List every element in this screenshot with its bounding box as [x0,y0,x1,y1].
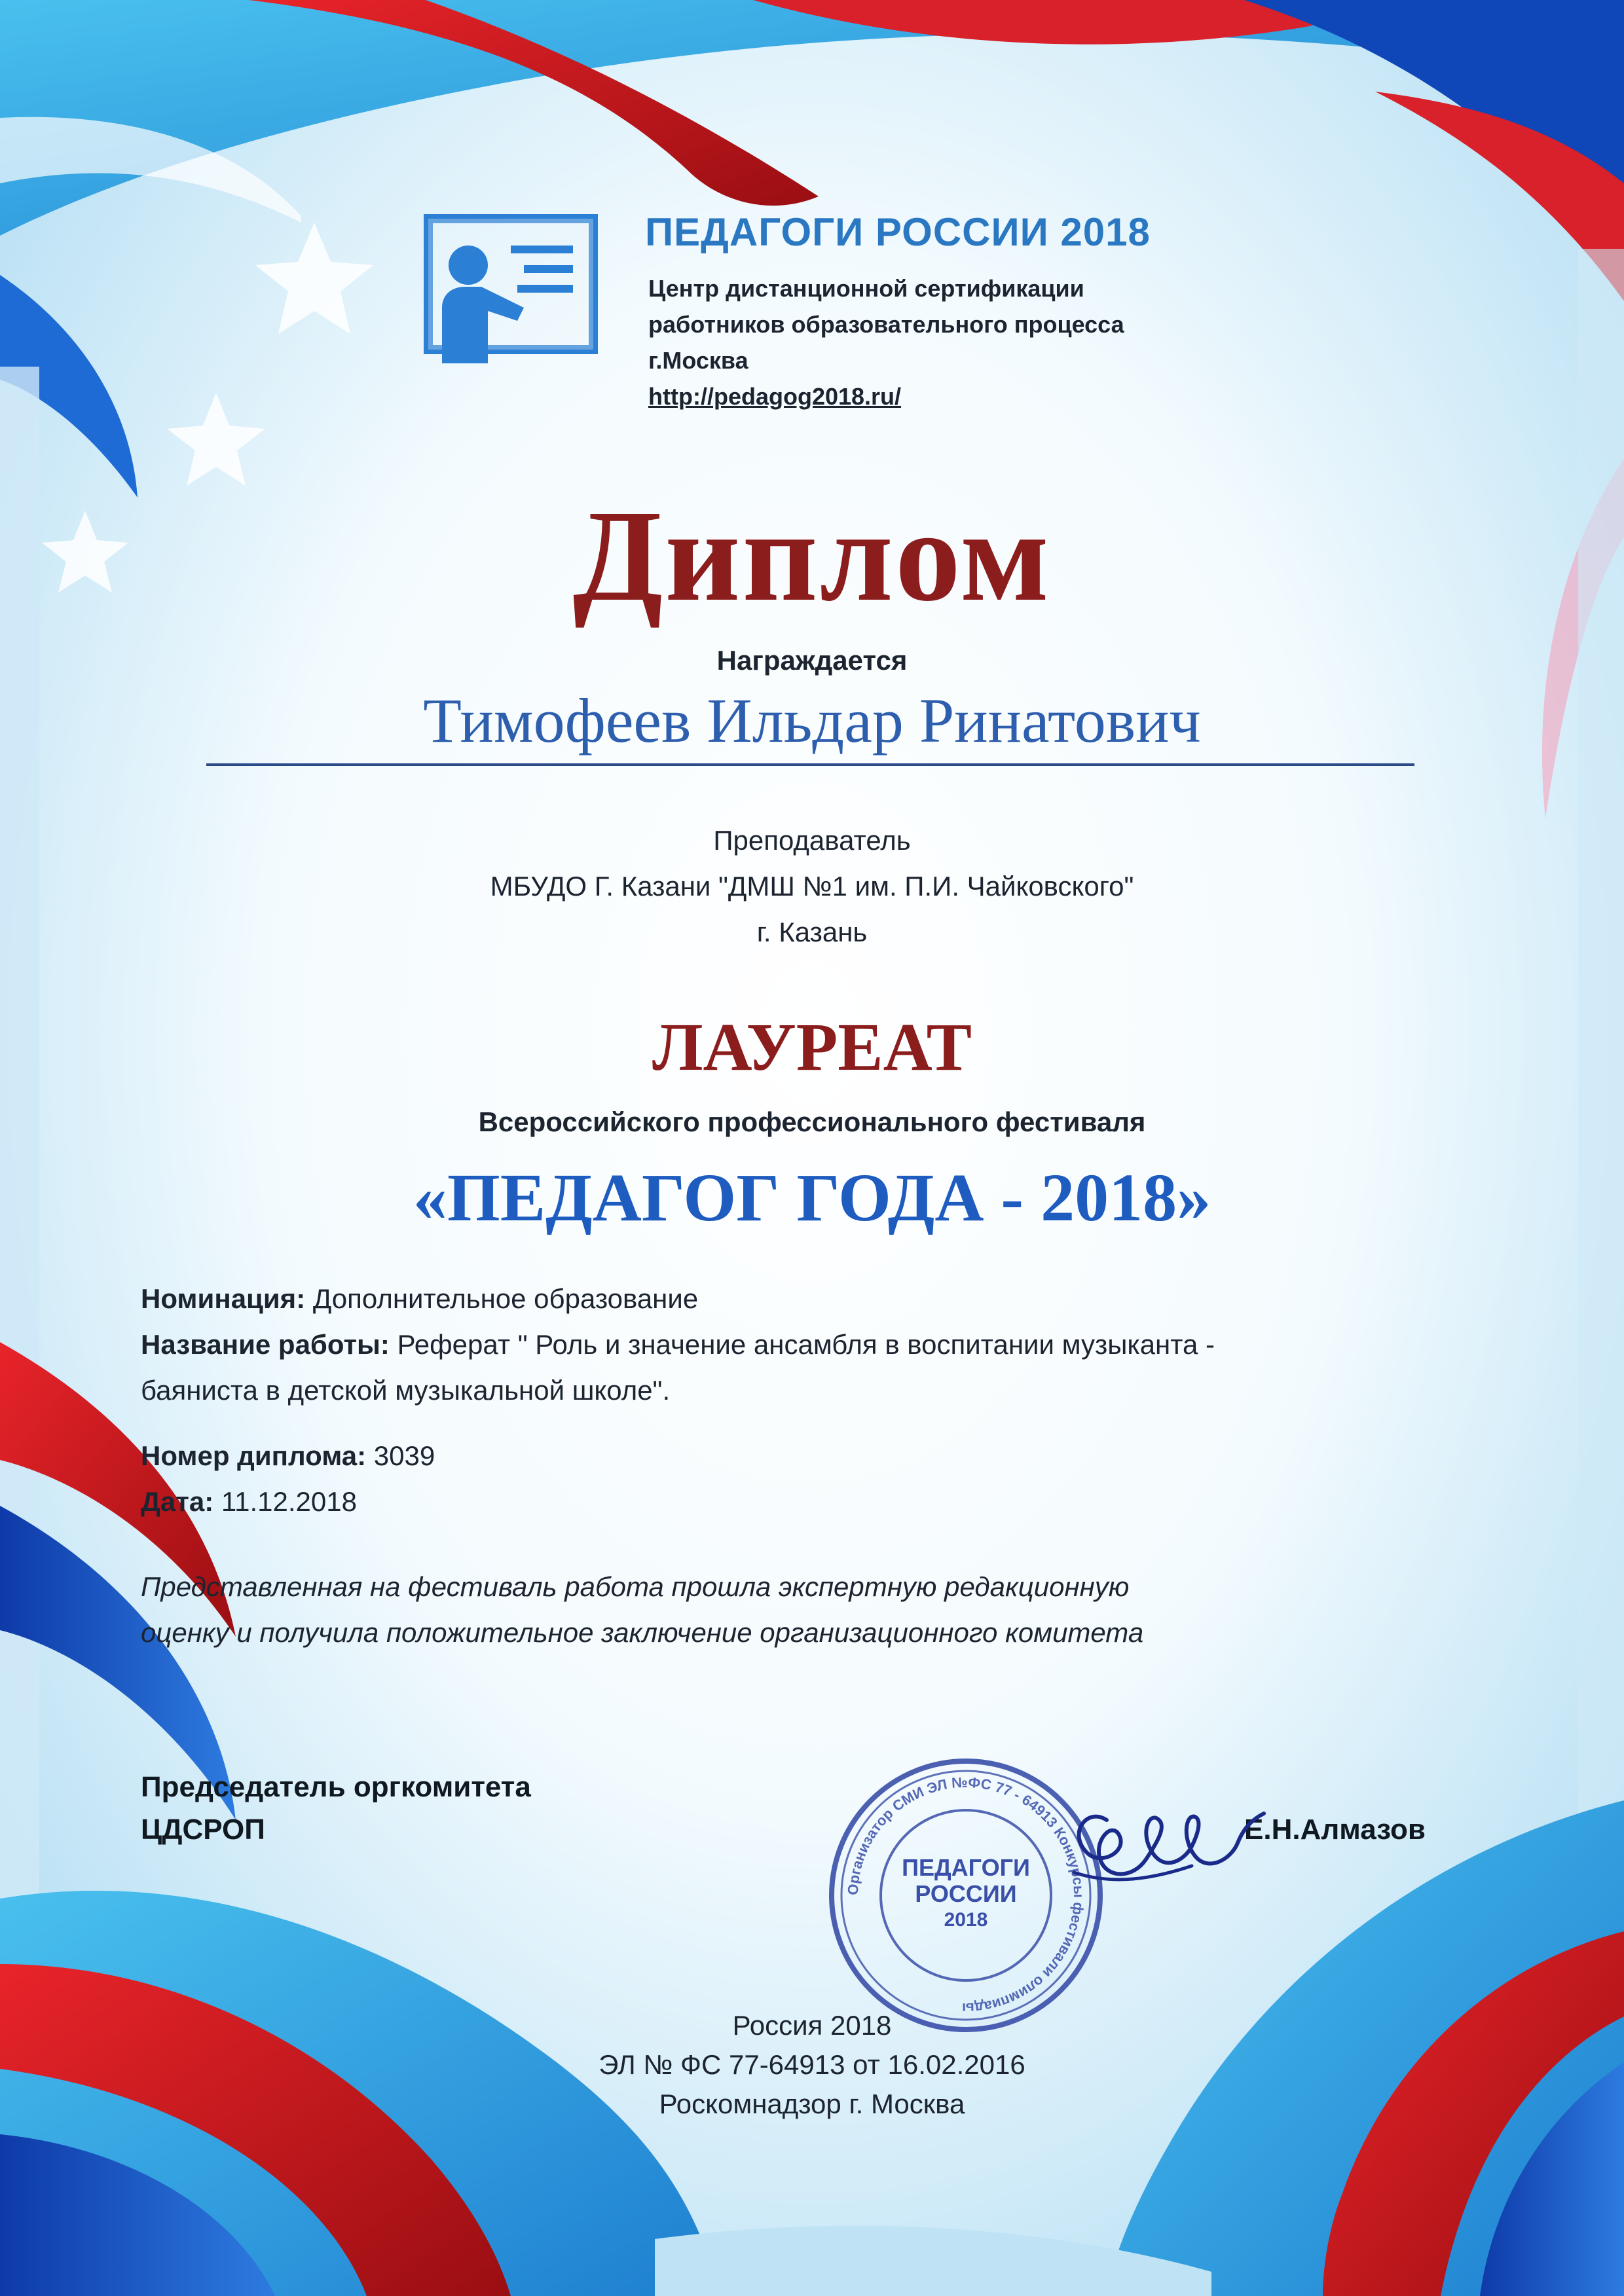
diploma-number-label: Номер диплома: [141,1440,367,1471]
date-value: 11.12.2018 [221,1486,357,1517]
nomination-row [141,1283,698,1315]
name-underline [206,763,1414,766]
stamp-ring-text: Организатор СМИ ЭЛ №ФС 77 - 64913 Конкурсы фестивали олимпиады [844,1774,1088,2017]
work-title-value-line-2: баяниста в детской музыкальной школе". [141,1375,671,1406]
chairman-name: Е.Н.Алмазов [1244,1813,1426,1846]
recipient-position: Преподаватель [713,825,911,856]
recipient-institution: МБУДО Г. Казани "ДМШ №1 им. П.И. Чайковского" [490,871,1134,902]
nomination-label: Номинация: [141,1283,306,1314]
nomination-value: Дополнительное образование [312,1283,699,1314]
diploma-number-row [141,1440,435,1472]
work-title-value-line-1: Реферат " Роль и значение ансамбля в воспитании музыканта - [397,1329,1215,1360]
org-title: ПЕДАГОГИ РОССИИ 2018 [645,210,1151,254]
footer-line-2: ЭЛ № ФС 77-64913 от 16.02.2016 [599,2049,1025,2080]
review-note-line-2: оценку и получила положительное заключение организационного комитета [141,1617,1144,1648]
diploma-number-value: 3039 [373,1440,435,1471]
festival-label: Всероссийского профессионального фестиваля [478,1106,1146,1137]
handwritten-signature [1061,1781,1277,1912]
org-line-2: работников образовательного процесса [648,311,1124,338]
diploma-title: Диплом [572,484,1052,629]
date-row [141,1486,357,1518]
chairman-label-line-1: Председатель оргкомитета [141,1771,531,1803]
stamp-center-line-1: ПЕДАГОГИ [902,1854,1030,1881]
org-website-link[interactable]: http://pedagog2018.ru/ [648,383,902,410]
laureate-title: ЛАУРЕАТ [652,1010,972,1085]
footer-line-3: Роскомнадзор г. Москва [659,2088,965,2119]
recipient-name: Тимофеев Ильдар Ринатович [423,685,1201,756]
review-note-line-1: Представленная на фестиваль работа прошла экспертную редакционную [141,1571,1130,1602]
date-label: Дата: [141,1486,214,1517]
recipient-city: г. Казань [756,917,868,947]
chairman-label-line-2: ЦДСРОП [141,1813,265,1846]
festival-name: «ПЕДАГОГ ГОДА - 2018» [413,1160,1211,1235]
work-title-row [141,1329,1215,1360]
work-title-label: Название работы: [141,1329,390,1360]
footer-line-1: Россия 2018 [732,2010,892,2041]
awarded-label: Награждается [716,645,908,676]
teacher-presentation-logo-icon [419,210,602,363]
org-line-1: Центр дистанционной сертификации [648,275,1084,302]
org-line-3: г.Москва [648,347,748,374]
stamp-center-line-2: РОССИИ [915,1880,1017,1907]
stamp-center-line-3: 2018 [944,1909,988,1931]
